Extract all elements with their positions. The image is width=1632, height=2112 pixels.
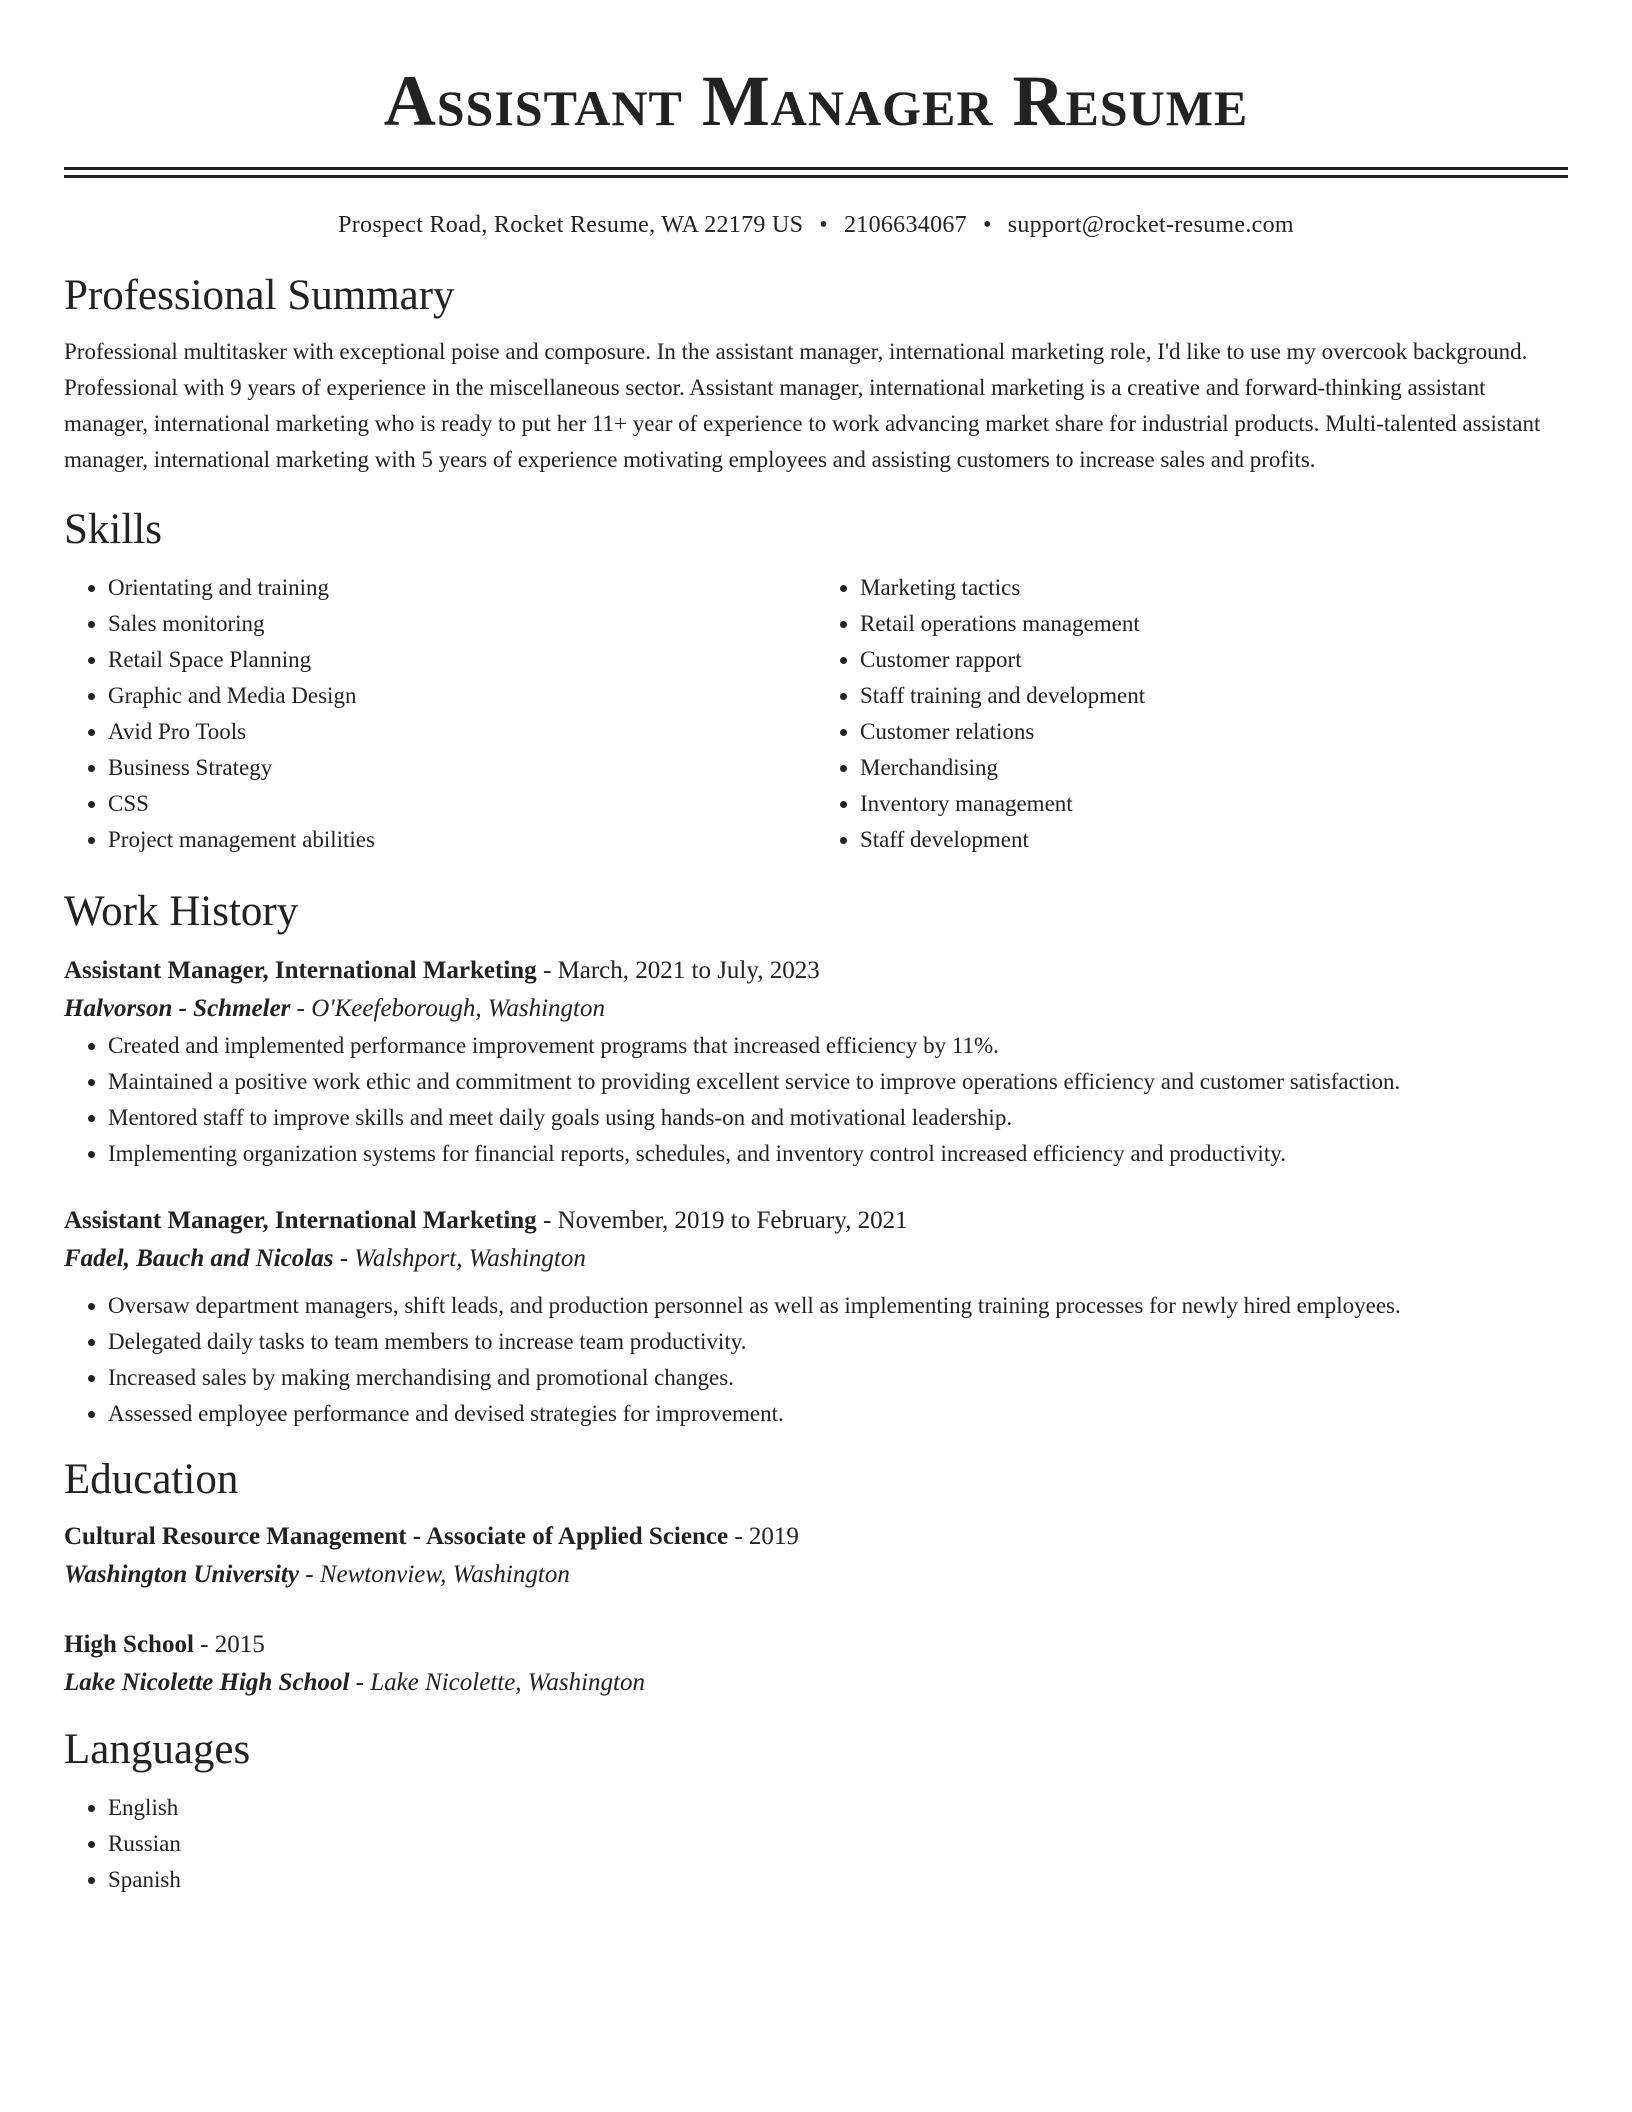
- skill-item: • Inventory management: [860, 786, 1568, 822]
- contact-line: [64, 210, 1568, 240]
- job-title: Assistant Manager, International Marketing: [64, 1207, 537, 1234]
- education-degree: Cultural Resource Management - Associate of Applied Science: [64, 1523, 729, 1550]
- job-bullet: • Created and implemented performance improvement programs that increased efficiency by 11%.: [108, 1028, 1568, 1064]
- job-dates: - November, 2019 to February, 2021: [536, 1207, 908, 1234]
- languages-heading: Languages: [64, 1726, 251, 1773]
- skill-item: • Retail operations management: [860, 606, 1568, 642]
- contact-phone: 2106634067: [843, 212, 967, 238]
- job-dates: - March, 2021 to July, 2023: [536, 957, 820, 984]
- language-item: • English: [108, 1790, 1568, 1826]
- education-location: - Lake Nicolette, Washington: [349, 1669, 645, 1696]
- skills-section: [64, 504, 1568, 858]
- job-title-line: [64, 952, 1568, 990]
- job-entry: [64, 952, 1568, 1172]
- summary-heading: Professional Summary: [64, 272, 455, 319]
- skill-item: • Merchandising: [860, 750, 1568, 786]
- job-title-line: [64, 1202, 1568, 1240]
- education-year: - 2015: [193, 1631, 265, 1658]
- resume-title: Assistant Manager Resume: [383, 61, 1249, 141]
- job-company-line: [64, 1240, 1568, 1278]
- education-entry: [64, 1518, 1568, 1594]
- skill-item: • Project management abilities: [108, 822, 816, 858]
- education-title-line: [64, 1518, 1568, 1556]
- job-entry: [64, 1202, 1568, 1432]
- job-location: - Walshport, Washington: [333, 1245, 586, 1272]
- education-heading: Education: [64, 1456, 239, 1503]
- education-degree: High School: [64, 1631, 194, 1658]
- education-school-line: [64, 1556, 1568, 1594]
- job-bullet: • Implementing organization systems for financial reports, schedules, and inventory control increased efficiency and productivity.: [108, 1136, 1568, 1172]
- skill-item: • Retail Space Planning: [108, 642, 816, 678]
- job-bullet: • Oversaw department managers, shift leads, and production personnel as well as implementing training processes for newly hired employees.: [108, 1288, 1568, 1324]
- education-school-line: [64, 1664, 1568, 1702]
- skill-item: • Avid Pro Tools: [108, 714, 816, 750]
- contact-separator: •: [982, 212, 992, 238]
- skills-heading: Skills: [64, 506, 162, 553]
- skills-grid: [64, 570, 1568, 858]
- job-bullet: • Maintained a positive work ethic and commitment to providing excellent service to improve operations efficiency and customer satisfaction.: [108, 1064, 1568, 1100]
- summary-section: [64, 270, 1568, 478]
- job-bullets: [64, 1288, 1568, 1432]
- education-school: Washington University: [64, 1561, 299, 1588]
- education-section: [64, 1454, 1568, 1702]
- contact-email: support@rocket-resume.com: [1007, 212, 1294, 238]
- skill-item: • Sales monitoring: [108, 606, 816, 642]
- skill-item: • Customer relations: [860, 714, 1568, 750]
- job-title: Assistant Manager, International Marketing: [64, 957, 537, 984]
- summary-text: Professional multitasker with exceptional poise and composure. In the assistant manager, international marketing role, I'd like to use my overcook background. Professional with 9 years of experience in the miscellaneous sector. Assistant manager, international marketing is a creative and forward-thinking assistant manager, international marketing who is ready to put her 11+ year of experience to work advancing market share for industrial products. Multi-talented assistant manager, international marketing with 5 years of experience motivating employees and assisting customers to increase sales and profits.: [64, 339, 1541, 472]
- skill-item: • Orientating and training: [108, 570, 816, 606]
- skill-item: • Staff development: [860, 822, 1568, 858]
- skill-item: • Business Strategy: [108, 750, 816, 786]
- job-company: Halvorson - Schmeler: [64, 995, 291, 1022]
- education-location: - Newtonview, Washington: [299, 1561, 570, 1588]
- title-divider: [64, 167, 1568, 178]
- education-school: Lake Nicolette High School: [64, 1669, 350, 1696]
- work-section: [64, 886, 1568, 1432]
- contact-address: Prospect Road, Rocket Resume, WA 22179 US: [338, 212, 804, 238]
- contact-separator: •: [819, 212, 828, 238]
- education-entry: [64, 1626, 1568, 1702]
- job-location: - O'Keefeborough, Washington: [290, 995, 605, 1022]
- languages-section: [64, 1724, 1568, 1898]
- work-heading: Work History: [64, 888, 299, 935]
- skill-item: • Marketing tactics: [860, 570, 1568, 606]
- skill-item: • CSS: [108, 786, 816, 822]
- skill-item: • Graphic and Media Design: [108, 678, 816, 714]
- job-bullet: • Increased sales by making merchandising and promotional changes.: [108, 1360, 1568, 1396]
- skills-list-right: [816, 570, 1568, 858]
- job-bullets: [64, 1028, 1568, 1172]
- skills-list-left: [64, 570, 816, 858]
- job-company-line: [64, 990, 1568, 1028]
- job-bullet: • Delegated daily tasks to team members to increase team productivity.: [108, 1324, 1568, 1360]
- languages-list: [64, 1790, 1568, 1898]
- skill-item: • Customer rapport: [860, 642, 1568, 678]
- skill-item: • Staff training and development: [860, 678, 1568, 714]
- language-item: • Spanish: [108, 1862, 1568, 1898]
- education-year: - 2019: [728, 1523, 799, 1550]
- language-item: • Russian: [108, 1826, 1568, 1862]
- education-title-line: [64, 1626, 1568, 1664]
- job-bullet: • Assessed employee performance and devised strategies for improvement.: [108, 1396, 1568, 1432]
- job-bullet: • Mentored staff to improve skills and meet daily goals using hands-on and motivational leadership.: [108, 1100, 1568, 1136]
- job-company: Fadel, Bauch and Nicolas: [64, 1245, 334, 1272]
